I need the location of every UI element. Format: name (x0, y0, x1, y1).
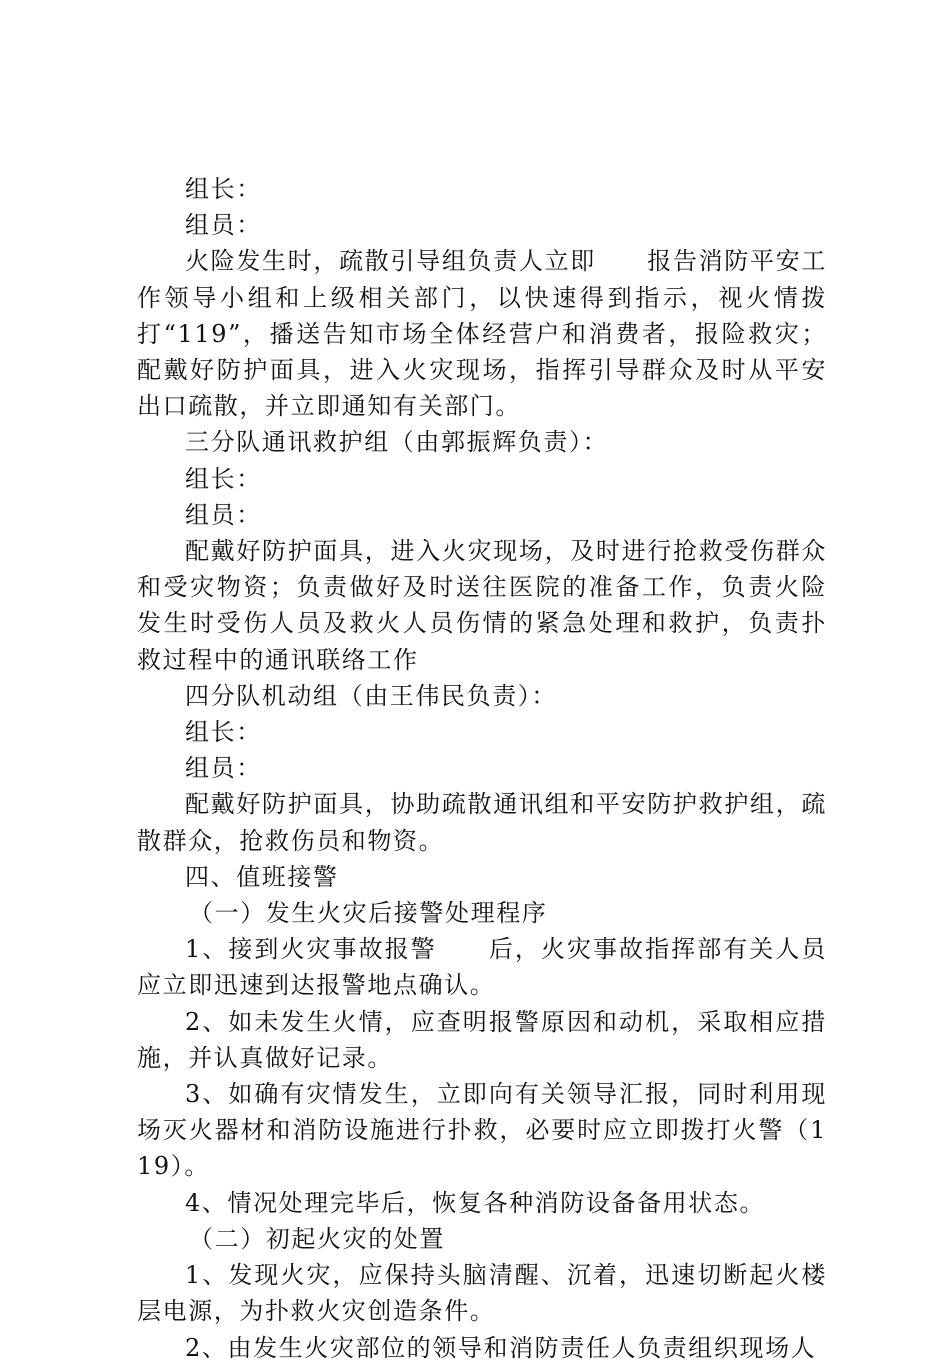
procedure-step: 1、发现火灾，应保持头脑清醒、沉着，迅速切断起火楼层电源，为扑救火灾创造条件。 (137, 1261, 827, 1326)
procedure-step: 2、由发生火灾部位的领导和消防责任人负责组织现场人 (185, 1333, 817, 1362)
rescue-group-duties: 配戴好防护面具，进入火灾现场，及时进行抢救受伤群众和受灾物资；负责做好及时送往医院的准备工作，负责火险发生时受伤人员及救火人员伤情的紧急处理和救护，负责扑救过程中的通讯联络工作 (137, 537, 827, 674)
procedure-step: 2、如未发生火情，应查明报警原因和动机，采取相应措施，并认真做好记录。 (137, 1007, 827, 1072)
procedure-step: 3、如确有灾情发生，立即向有关领导汇报，同时利用现场灭火器材和消防设施进行扑救，必要时应立即拨打火警（119）。 (137, 1080, 827, 1181)
procedure-step: 1、接到火灾事故报警 后，火灾事故指挥部有关人员应立即迅速到达报警地点确认。 (137, 935, 827, 1000)
subsection-heading-alarm-procedure: （一）发生火灾后接警处理程序 (189, 899, 548, 928)
group-member-line: 组员： (185, 754, 262, 783)
group-member-line: 组员： (185, 211, 262, 240)
fourth-squad-heading: 四分队机动组（由王伟民负责）： (185, 681, 557, 710)
section-heading-duty-alarm: 四、值班接警 (185, 862, 339, 891)
mobile-group-duties: 配戴好防护面具，协助疏散通讯组和平安防护救护组，疏散群众，抢救伤员和物资。 (137, 790, 827, 855)
document-body (137, 171, 827, 1366)
group-member-line: 组员： (185, 500, 262, 529)
evacuation-guide-duties: 火险发生时，疏散引导组负责人立即 报告消防平安工作领导小组和上级相关部门，以快速得到指示，视火情拨打“119”，播送告知市场全体经营户和消费者，报险救灾；配戴好防护面具，进入火灾现场，指挥引导群众及时从平安出口疏散，并立即通知有关部门。 (137, 247, 827, 421)
third-squad-heading: 三分队通讯救护组（由郭振辉负责）： (185, 428, 609, 457)
procedure-step: 4、情况处理完毕后，恢复各种消防设备备用状态。 (185, 1188, 766, 1217)
subsection-heading-initial-fire: （二）初起火灾的处置 (189, 1224, 445, 1253)
group-leader-line: 组长： (185, 464, 262, 493)
group-leader-line: 组长： (185, 175, 262, 203)
group-leader-line: 组长： (185, 718, 262, 747)
